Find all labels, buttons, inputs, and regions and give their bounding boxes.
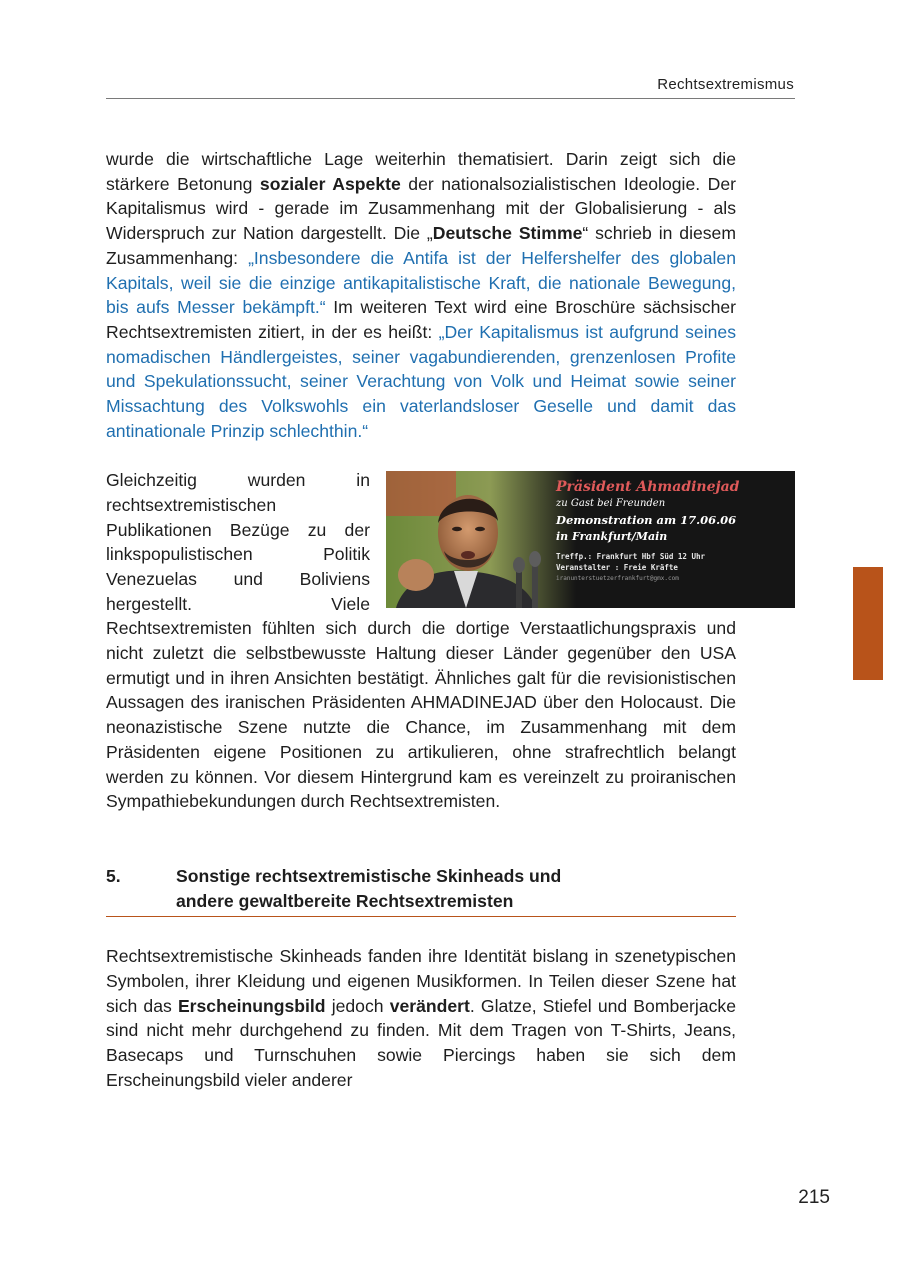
- text-run: . Glatze, Stiefel und Bomberjacke sind nicht mehr durchgehend zu finden. Mit dem Tragen von T-Shirts, Jeans, Basecaps und Turnschuhen sowie Piercings haben sie sich dem Erscheinungsbild vieler anderer: [106, 995, 736, 1090]
- text-run: Rechtsextremistische Skinheads fanden ihre Identität bislang in szenetypischen Symbolen, ihrer Kleidung und eigenen Musikformen. In Teilen dieser Szene hat sich das: [106, 946, 736, 1016]
- demonstration-poster-image: [386, 471, 795, 608]
- bold-term: verändert: [389, 995, 470, 1016]
- poster-meeting-point: Treffp.: Frankfurt Hbf Süd 12 Uhr: [556, 552, 706, 562]
- quote-capitalism: „Der Kapitalismus ist aufgrund seines nomadischen Händlergeistes, seiner vagabundierenden, grenzenlosen Profite und Spekulationssucht, seiner Verachtung von Volk und Heimat sowie seiner Missachtung des Volkswohls ein vaterlandsloser Geselle und damit das antinationale Prinzip schlechthin.“: [106, 321, 736, 441]
- poster-demo-date: Demonstration am 17.06.06: [556, 513, 737, 528]
- bold-term: Erscheinungsbild: [177, 995, 326, 1016]
- bold-term: Deutsche Stimme: [432, 223, 583, 244]
- chapter-tab-marker: [853, 567, 883, 680]
- text-run: Gleichzeitig wurden in rechtsextremistischen Publikationen Bezüge zu der linkspopulistischen Politik Venezuelas und Boliviens hergestellt. Viele Rechtsextremisten fühlten sich durch die dortige Verstaatlichungspraxis und nicht zuletzt die selbstbewusste Haltung dieser Länder gegenüber den USA ermutigt und in ihren Ansichten bestätigt. Ähnliches galt für die revisionistischen Aussagen des iranischen Präsidenten AHMADINEJAD über den Holocaust. Die neonazistische Szene nutzte die Chance, im Zusammenhang mit dem Präsidenten eigene Positionen zu artikulieren, ohne strafrechtlich belangt werden zu können. Vor diesem Hintergrund kam es vereinzelt zu proiranischen Sympathiebekundungen durch Rechtsextremisten.: [106, 470, 736, 812]
- section-heading: [106, 864, 736, 917]
- poster-url: iranunterstuetzerfrankfurt@gmx.com: [556, 575, 679, 583]
- bold-term: sozialer Aspekte: [259, 173, 401, 194]
- section-number: 5.: [106, 865, 121, 886]
- poster-title: Präsident Ahmadinejad: [556, 479, 740, 496]
- paragraph-venezuela-iran: [106, 468, 740, 814]
- text-run: Im weiteren Text wird eine Broschüre sächsischer Rechtsextremisten zitiert, in der es heißt:: [106, 297, 737, 342]
- page-number: 215: [798, 1187, 830, 1208]
- text-run: “ schrieb in diesem Zusammenhang:: [106, 223, 737, 268]
- section-title-line: andere gewaltbereite Rechtsextremisten: [176, 890, 514, 911]
- main-content: [106, 147, 740, 1093]
- poster-city: in Frankfurt/Main: [556, 530, 668, 544]
- portrait-photo: [386, 471, 576, 608]
- section-title-line: Sonstige rechtsextremistische Skinheads und: [176, 865, 562, 886]
- quote-antifa: „Insbesondere die Antifa ist der Helfershelfer des globalen Kapitals, weil sie die einzige antikapitalistische Kraft, die nationale Bewegung, bis aufs Messer bekämpft.“: [106, 247, 736, 318]
- running-head: Rechtsextremismus: [657, 76, 794, 93]
- header-rule: [106, 98, 795, 99]
- poster-organizer: Veranstalter : Freie Kräfte: [556, 563, 678, 573]
- text-run: jedoch: [325, 995, 390, 1016]
- text-run: der nationalsozialistischen Ideologie. Der Kapitalismus wird - gerade im Zusammenhang mit der Globalisierung - als Widerspruch zur Nation dargestellt. Die „: [106, 173, 736, 244]
- poster-subtitle: zu Gast bei Freunden: [556, 498, 666, 510]
- text-run: wurde die wirtschaftliche Lage weiterhin thematisiert. Darin zeigt sich die stärkere Betonung: [106, 149, 736, 194]
- poster-text: [556, 477, 795, 585]
- section-title: [176, 864, 561, 913]
- paragraph-capitalism: [106, 147, 736, 443]
- paragraph-skinheads: [106, 944, 736, 1092]
